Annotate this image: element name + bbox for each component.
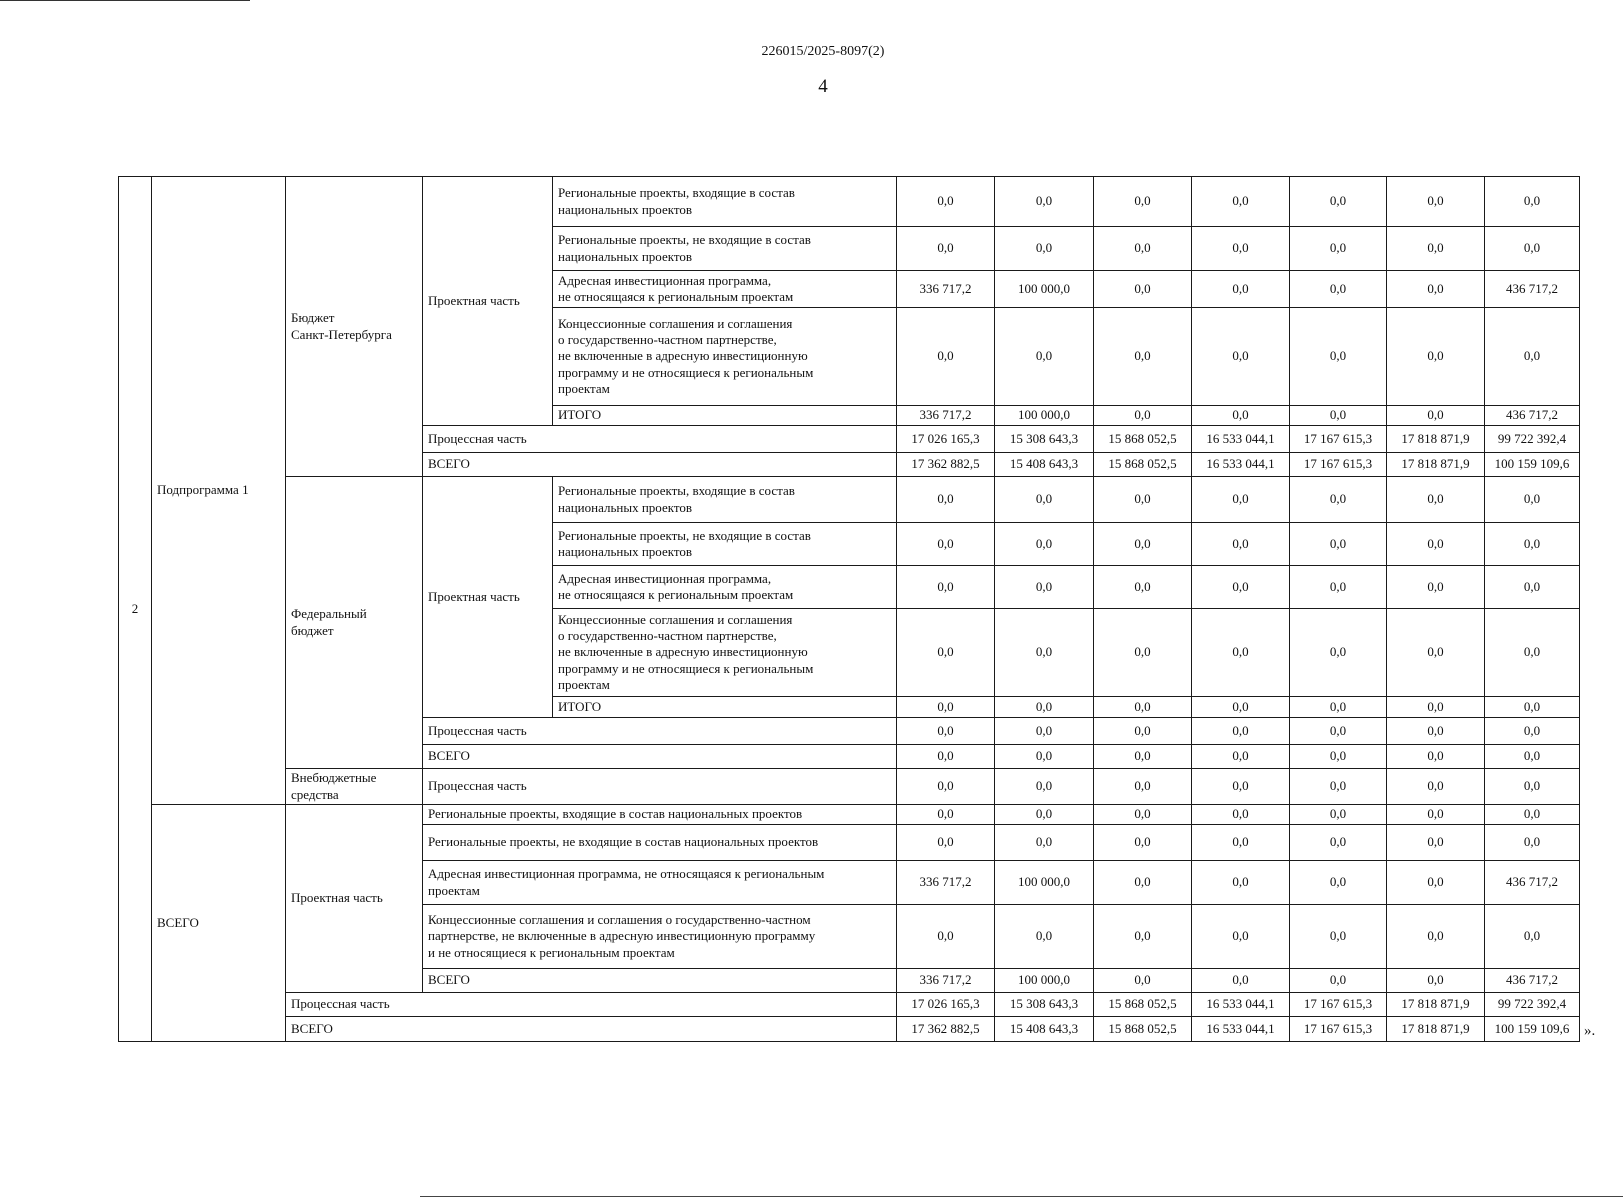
federal-total-label: ВСЕГО: [423, 745, 897, 769]
spb-process-part-label: Процессная часть: [423, 426, 897, 453]
value-fed-reg-out-2: 0,0: [995, 523, 1094, 566]
total-block-label: ВСЕГО: [152, 805, 286, 1042]
value-tot-reg-in-2: 0,0: [995, 805, 1094, 825]
value-spb-conc-6: 0,0: [1387, 308, 1485, 406]
federal-regional-not-in-national-label: Региональные проекты, не входящие в состав национальных проектов: [553, 523, 897, 566]
top-rule: [0, 0, 250, 1]
value-fed-aip-5: 0,0: [1290, 566, 1387, 609]
value-spb-aip-7: 436 717,2: [1485, 271, 1580, 308]
value-tot-vsego-2: 15 408 643,3: [995, 1017, 1094, 1042]
value-tot-process-4: 16 533 044,1: [1192, 993, 1290, 1017]
value-tot-reg-in-4: 0,0: [1192, 805, 1290, 825]
value-spb-process-4: 16 533 044,1: [1192, 426, 1290, 453]
value-extra-process-3: 0,0: [1094, 769, 1192, 805]
federal-concession-label: Концессионные соглашения и соглашения о государственно-частном партнерстве, не включенные в адресную инвестиционную программу и не относящиеся к региональным проектам: [553, 609, 897, 697]
value-tot-reg-in-6: 0,0: [1387, 805, 1485, 825]
value-tot-conc-5: 0,0: [1290, 905, 1387, 969]
value-fed-itogo-7: 0,0: [1485, 697, 1580, 718]
value-spb-itogo-6: 0,0: [1387, 406, 1485, 426]
value-spb-reg-in-6: 0,0: [1387, 176, 1485, 227]
value-fed-vsego-1: 0,0: [897, 745, 995, 769]
value-tot-proj-vsego-6: 0,0: [1387, 969, 1485, 993]
value-tot-proj-vsego-3: 0,0: [1094, 969, 1192, 993]
value-fed-aip-1: 0,0: [897, 566, 995, 609]
value-fed-process-3: 0,0: [1094, 718, 1192, 745]
value-spb-reg-out-4: 0,0: [1192, 227, 1290, 271]
value-spb-aip-2: 100 000,0: [995, 271, 1094, 308]
value-spb-reg-in-4: 0,0: [1192, 176, 1290, 227]
value-spb-conc-5: 0,0: [1290, 308, 1387, 406]
value-fed-aip-6: 0,0: [1387, 566, 1485, 609]
spb-address-investment-label: Адресная инвестиционная программа, не относящаяся к региональным проектам: [553, 271, 897, 308]
value-extra-process-2: 0,0: [995, 769, 1094, 805]
value-spb-reg-out-7: 0,0: [1485, 227, 1580, 271]
value-tot-reg-out-3: 0,0: [1094, 825, 1192, 861]
value-fed-conc-2: 0,0: [995, 609, 1094, 697]
spb-regional-not-in-national-label: Региональные проекты, не входящие в состав национальных проектов: [553, 227, 897, 271]
value-spb-vsego-6: 17 818 871,9: [1387, 453, 1485, 477]
spb-project-part-label: Проектная часть: [423, 176, 553, 426]
page-number: 4: [818, 76, 828, 97]
value-tot-process-7: 99 722 392,4: [1485, 993, 1580, 1017]
value-spb-aip-1: 336 717,2: [897, 271, 995, 308]
value-spb-process-3: 15 868 052,5: [1094, 426, 1192, 453]
value-tot-reg-out-5: 0,0: [1290, 825, 1387, 861]
value-fed-vsego-3: 0,0: [1094, 745, 1192, 769]
total-regional-in-national-label: Региональные проекты, входящие в состав национальных проектов: [423, 805, 897, 825]
value-fed-vsego-6: 0,0: [1387, 745, 1485, 769]
source-spb-budget: Бюджет Санкт-Петербурга: [286, 176, 423, 477]
subprogram-label: Подпрограмма 1: [152, 176, 286, 805]
value-spb-aip-4: 0,0: [1192, 271, 1290, 308]
value-spb-reg-out-2: 0,0: [995, 227, 1094, 271]
spb-concession-label: Концессионные соглашения и соглашения о государственно-частном партнерстве, не включенные в адресную инвестиционную программу и не относящиеся к региональным проектам: [553, 308, 897, 406]
value-spb-process-1: 17 026 165,3: [897, 426, 995, 453]
value-spb-reg-in-5: 0,0: [1290, 176, 1387, 227]
grand-total-label: ВСЕГО: [286, 1017, 897, 1042]
value-spb-conc-1: 0,0: [897, 308, 995, 406]
value-tot-reg-out-2: 0,0: [995, 825, 1094, 861]
value-fed-reg-out-4: 0,0: [1192, 523, 1290, 566]
value-fed-reg-out-1: 0,0: [897, 523, 995, 566]
value-tot-conc-3: 0,0: [1094, 905, 1192, 969]
closing-quote: ».: [1584, 1023, 1596, 1039]
value-spb-conc-3: 0,0: [1094, 308, 1192, 406]
value-spb-reg-out-1: 0,0: [897, 227, 995, 271]
value-spb-itogo-3: 0,0: [1094, 406, 1192, 426]
value-tot-vsego-1: 17 362 882,5: [897, 1017, 995, 1042]
value-extra-process-6: 0,0: [1387, 769, 1485, 805]
value-spb-vsego-5: 17 167 615,3: [1290, 453, 1387, 477]
value-fed-conc-7: 0,0: [1485, 609, 1580, 697]
federal-regional-in-national-label: Региональные проекты, входящие в состав национальных проектов: [553, 477, 897, 523]
total-project-total-label: ВСЕГО: [423, 969, 897, 993]
value-tot-vsego-4: 16 533 044,1: [1192, 1017, 1290, 1042]
value-fed-reg-out-5: 0,0: [1290, 523, 1387, 566]
value-fed-process-7: 0,0: [1485, 718, 1580, 745]
value-fed-process-1: 0,0: [897, 718, 995, 745]
value-fed-process-4: 0,0: [1192, 718, 1290, 745]
value-tot-reg-in-1: 0,0: [897, 805, 995, 825]
value-tot-reg-out-6: 0,0: [1387, 825, 1485, 861]
value-spb-process-2: 15 308 643,3: [995, 426, 1094, 453]
value-fed-conc-6: 0,0: [1387, 609, 1485, 697]
federal-project-part-label: Проектная часть: [423, 477, 553, 718]
value-fed-conc-3: 0,0: [1094, 609, 1192, 697]
value-tot-reg-out-1: 0,0: [897, 825, 995, 861]
value-tot-proj-vsego-4: 0,0: [1192, 969, 1290, 993]
value-tot-proj-vsego-2: 100 000,0: [995, 969, 1094, 993]
value-spb-conc-2: 0,0: [995, 308, 1094, 406]
value-fed-conc-4: 0,0: [1192, 609, 1290, 697]
value-spb-vsego-1: 17 362 882,5: [897, 453, 995, 477]
value-fed-aip-3: 0,0: [1094, 566, 1192, 609]
value-spb-itogo-2: 100 000,0: [995, 406, 1094, 426]
value-spb-reg-in-3: 0,0: [1094, 176, 1192, 227]
value-spb-itogo-1: 336 717,2: [897, 406, 995, 426]
spb-total-label: ВСЕГО: [423, 453, 897, 477]
federal-process-part-label: Процессная часть: [423, 718, 897, 745]
value-tot-proj-vsego-5: 0,0: [1290, 969, 1387, 993]
value-tot-aip-7: 436 717,2: [1485, 861, 1580, 905]
value-spb-vsego-4: 16 533 044,1: [1192, 453, 1290, 477]
document-number: 226015/2025-8097(2): [761, 44, 885, 59]
value-fed-reg-out-3: 0,0: [1094, 523, 1192, 566]
value-tot-conc-1: 0,0: [897, 905, 995, 969]
value-fed-itogo-6: 0,0: [1387, 697, 1485, 718]
spb-regional-in-national-label: Региональные проекты, входящие в состав национальных проектов: [553, 176, 897, 227]
value-spb-process-7: 99 722 392,4: [1485, 426, 1580, 453]
value-tot-conc-2: 0,0: [995, 905, 1094, 969]
value-fed-vsego-7: 0,0: [1485, 745, 1580, 769]
value-spb-vsego-7: 100 159 109,6: [1485, 453, 1580, 477]
value-fed-aip-4: 0,0: [1192, 566, 1290, 609]
value-fed-vsego-4: 0,0: [1192, 745, 1290, 769]
value-tot-proj-vsego-1: 336 717,2: [897, 969, 995, 993]
value-fed-itogo-2: 0,0: [995, 697, 1094, 718]
value-spb-conc-4: 0,0: [1192, 308, 1290, 406]
value-spb-vsego-3: 15 868 052,5: [1094, 453, 1192, 477]
value-tot-process-3: 15 868 052,5: [1094, 993, 1192, 1017]
value-fed-reg-in-3: 0,0: [1094, 477, 1192, 523]
value-spb-itogo-5: 0,0: [1290, 406, 1387, 426]
value-spb-process-5: 17 167 615,3: [1290, 426, 1387, 453]
total-project-part-label: Проектная часть: [286, 805, 423, 993]
value-tot-aip-4: 0,0: [1192, 861, 1290, 905]
value-fed-conc-5: 0,0: [1290, 609, 1387, 697]
value-tot-proj-vsego-7: 436 717,2: [1485, 969, 1580, 993]
value-tot-vsego-5: 17 167 615,3: [1290, 1017, 1387, 1042]
total-process-part-label: Процессная часть: [286, 993, 897, 1017]
source-federal-budget: Федеральный бюджет: [286, 477, 423, 769]
value-fed-itogo-1: 0,0: [897, 697, 995, 718]
value-tot-process-5: 17 167 615,3: [1290, 993, 1387, 1017]
value-spb-reg-in-2: 0,0: [995, 176, 1094, 227]
value-spb-itogo-7: 436 717,2: [1485, 406, 1580, 426]
value-spb-conc-7: 0,0: [1485, 308, 1580, 406]
value-fed-conc-1: 0,0: [897, 609, 995, 697]
value-fed-itogo-5: 0,0: [1290, 697, 1387, 718]
source-extrabudgetary: Внебюджетные средства: [286, 769, 423, 805]
value-fed-reg-in-1: 0,0: [897, 477, 995, 523]
value-extra-process-5: 0,0: [1290, 769, 1387, 805]
value-extra-process-1: 0,0: [897, 769, 995, 805]
value-spb-reg-out-5: 0,0: [1290, 227, 1387, 271]
value-tot-process-1: 17 026 165,3: [897, 993, 995, 1017]
value-extra-process-7: 0,0: [1485, 769, 1580, 805]
spb-itogo-label: ИТОГО: [553, 406, 897, 426]
value-fed-reg-in-2: 0,0: [995, 477, 1094, 523]
value-tot-process-2: 15 308 643,3: [995, 993, 1094, 1017]
value-tot-aip-6: 0,0: [1387, 861, 1485, 905]
total-concession-label: Концессионные соглашения и соглашения о государственно-частном партнерстве, не включенные в адресную инвестиционную программу и не относящиеся к региональным проектам: [423, 905, 897, 969]
value-extra-process-4: 0,0: [1192, 769, 1290, 805]
value-tot-vsego-3: 15 868 052,5: [1094, 1017, 1192, 1042]
value-tot-conc-4: 0,0: [1192, 905, 1290, 969]
value-tot-process-6: 17 818 871,9: [1387, 993, 1485, 1017]
extra-process-part-label: Процессная часть: [423, 769, 897, 805]
value-spb-reg-out-3: 0,0: [1094, 227, 1192, 271]
value-tot-reg-in-7: 0,0: [1485, 805, 1580, 825]
total-address-investment-label: Адресная инвестиционная программа, не относящаяся к региональным проектам: [423, 861, 897, 905]
value-tot-reg-in-3: 0,0: [1094, 805, 1192, 825]
value-fed-process-2: 0,0: [995, 718, 1094, 745]
value-fed-reg-out-7: 0,0: [1485, 523, 1580, 566]
value-tot-vsego-7: 100 159 109,6: [1485, 1017, 1580, 1042]
value-spb-vsego-2: 15 408 643,3: [995, 453, 1094, 477]
value-fed-process-5: 0,0: [1290, 718, 1387, 745]
value-tot-vsego-6: 17 818 871,9: [1387, 1017, 1485, 1042]
federal-address-investment-label: Адресная инвестиционная программа, не относящаяся к региональным проектам: [553, 566, 897, 609]
value-tot-aip-2: 100 000,0: [995, 861, 1094, 905]
value-spb-aip-5: 0,0: [1290, 271, 1387, 308]
value-tot-aip-1: 336 717,2: [897, 861, 995, 905]
value-spb-aip-3: 0,0: [1094, 271, 1192, 308]
federal-itogo-label: ИТОГО: [553, 697, 897, 718]
value-spb-reg-in-7: 0,0: [1485, 176, 1580, 227]
value-tot-reg-in-5: 0,0: [1290, 805, 1387, 825]
row-number-cell: 2: [118, 176, 152, 1042]
value-fed-aip-2: 0,0: [995, 566, 1094, 609]
value-tot-aip-5: 0,0: [1290, 861, 1387, 905]
value-fed-reg-in-6: 0,0: [1387, 477, 1485, 523]
value-tot-conc-7: 0,0: [1485, 905, 1580, 969]
total-regional-not-in-national-label: Региональные проекты, не входящие в состав национальных проектов: [423, 825, 897, 861]
value-spb-aip-6: 0,0: [1387, 271, 1485, 308]
value-fed-reg-in-7: 0,0: [1485, 477, 1580, 523]
value-fed-aip-7: 0,0: [1485, 566, 1580, 609]
value-spb-reg-out-6: 0,0: [1387, 227, 1485, 271]
value-fed-process-6: 0,0: [1387, 718, 1485, 745]
value-fed-reg-in-5: 0,0: [1290, 477, 1387, 523]
value-spb-process-6: 17 818 871,9: [1387, 426, 1485, 453]
value-fed-itogo-3: 0,0: [1094, 697, 1192, 718]
value-fed-reg-in-4: 0,0: [1192, 477, 1290, 523]
value-fed-reg-out-6: 0,0: [1387, 523, 1485, 566]
value-fed-itogo-4: 0,0: [1192, 697, 1290, 718]
value-tot-reg-out-7: 0,0: [1485, 825, 1580, 861]
value-fed-vsego-2: 0,0: [995, 745, 1094, 769]
financing-table: [118, 176, 1580, 1042]
value-spb-itogo-4: 0,0: [1192, 406, 1290, 426]
bottom-rule: [420, 1196, 1623, 1197]
value-spb-reg-in-1: 0,0: [897, 176, 995, 227]
value-tot-conc-6: 0,0: [1387, 905, 1485, 969]
value-tot-reg-out-4: 0,0: [1192, 825, 1290, 861]
value-tot-aip-3: 0,0: [1094, 861, 1192, 905]
value-fed-vsego-5: 0,0: [1290, 745, 1387, 769]
